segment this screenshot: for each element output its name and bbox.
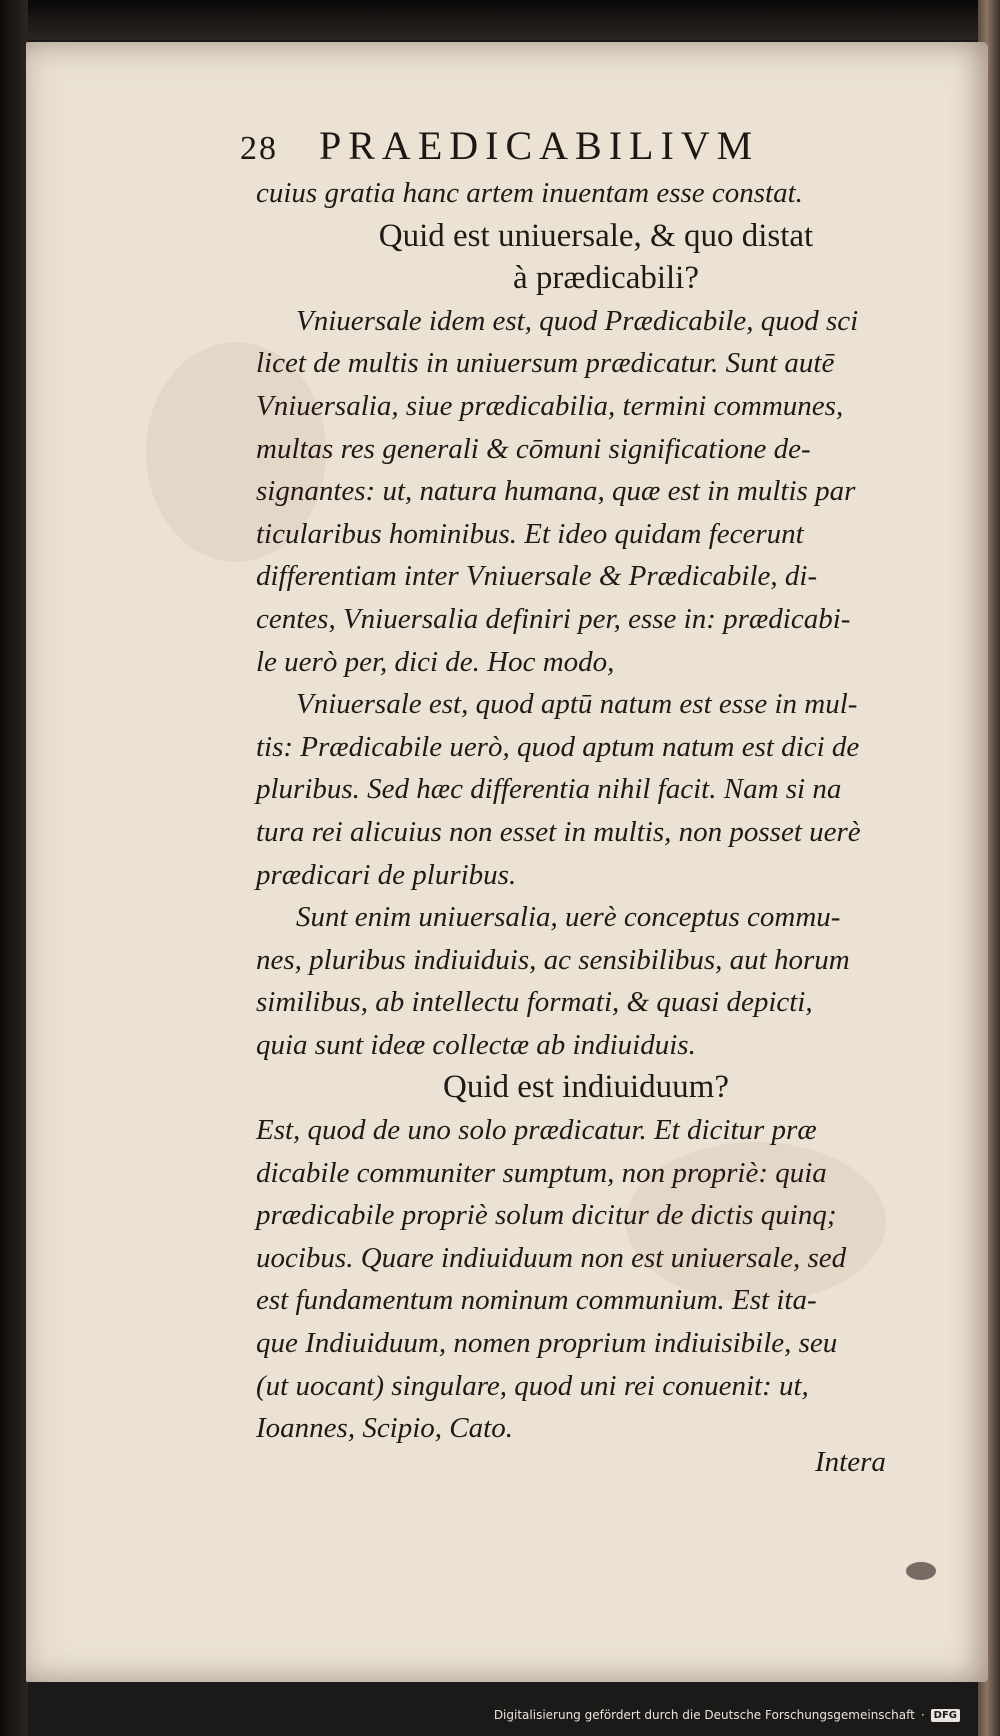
text-line: similibus, ab intellectu formati, & quasi depicti, (256, 986, 813, 1019)
section-heading: Quid est indiuiduum? (443, 1069, 729, 1106)
digitization-credit: Digitalisierung gefördert durch die Deutsche Forschungsgemeinschaft · DFG (494, 1708, 960, 1722)
text-line: pluribus. Sed hæc differentia nihil facit. Nam si na (256, 773, 842, 806)
text-line: est fundamentum nominum communium. Est ita- (256, 1284, 817, 1317)
text-line: Vniuersale est, quod aptū natum est esse in mul- (296, 688, 858, 721)
text-line: le uerò per, dici de. Hoc modo, (256, 645, 615, 678)
text-line: Vniuersalia, siue prædicabilia, termini communes, (256, 389, 844, 422)
text-line: Ioannes, Scipio, Cato. (256, 1412, 513, 1445)
running-head (240, 122, 840, 170)
text-line: que Indiuiduum, nomen proprium indiuisibile, seu (256, 1327, 838, 1360)
text-line: centes, Vniuersalia definiri per, esse in: prædicabi- (256, 602, 851, 635)
text-line: ticularibus hominibus. Et ideo quidam fecerunt (256, 517, 804, 550)
ink-blot (906, 1562, 936, 1580)
text-line: nes, pluribus indiuiduis, ac sensibilibus, aut horum (256, 943, 850, 976)
text-line: prædicabile propriè solum dicitur de dictis quinq; (256, 1199, 837, 1232)
text-line: multas res generali & cōmuni significatione de- (256, 432, 811, 465)
text-line: (ut uocant) singulare, quod uni rei conuenit: ut, (256, 1369, 809, 1402)
text-line: licet de multis in uniuersum prædicatur. Sunt autē (256, 347, 835, 380)
text-line: cuius gratia hanc artem inuentam esse constat. (256, 177, 803, 209)
text-line: differentiam inter Vniuersale & Prædicabile, di- (256, 560, 818, 593)
text-line: Sunt enim uniuersalia, uerè conceptus commu- (296, 901, 841, 934)
section-heading: à prædicabili? (512, 260, 699, 297)
text-line: tis: Prædicabile uerò, quod aptum natum est dici de (256, 730, 860, 763)
dfg-logo: DFG (931, 1709, 960, 1722)
section-heading: Quid est uniuersale, & quo distat (378, 217, 814, 254)
text-line: Est, quod de uno solo prædicatur. Et dicitur præ (256, 1114, 817, 1147)
text-line: Vniuersale idem est, quod Prædicabile, quod sci (296, 304, 859, 337)
credit-text: Digitalisierung gefördert durch die Deutsche Forschungsgemeinschaft (493, 1708, 915, 1722)
scan-top-border (0, 0, 1000, 40)
text-line: signantes: ut, natura humana, quæ est in multis par (256, 475, 856, 508)
text-line: quia sunt ideæ collectæ ab indiuiduis. (256, 1028, 696, 1061)
scan-left-border (0, 0, 28, 1736)
text-line: tura rei alicuius non esset in multis, non posset uerè (256, 815, 861, 848)
page-number: 28 (240, 130, 278, 167)
text-line: dicabile communiter sumptum, non propriè: quia (256, 1156, 827, 1189)
page-text (256, 172, 916, 1450)
running-title: PRAEDICABILIVM (319, 123, 760, 168)
catchword: Intera (815, 1446, 886, 1478)
text-line: uocibus. Quare indiuiduum non est uniuersale, sed (256, 1241, 847, 1274)
text-line: prædicari de pluribus. (256, 858, 517, 891)
